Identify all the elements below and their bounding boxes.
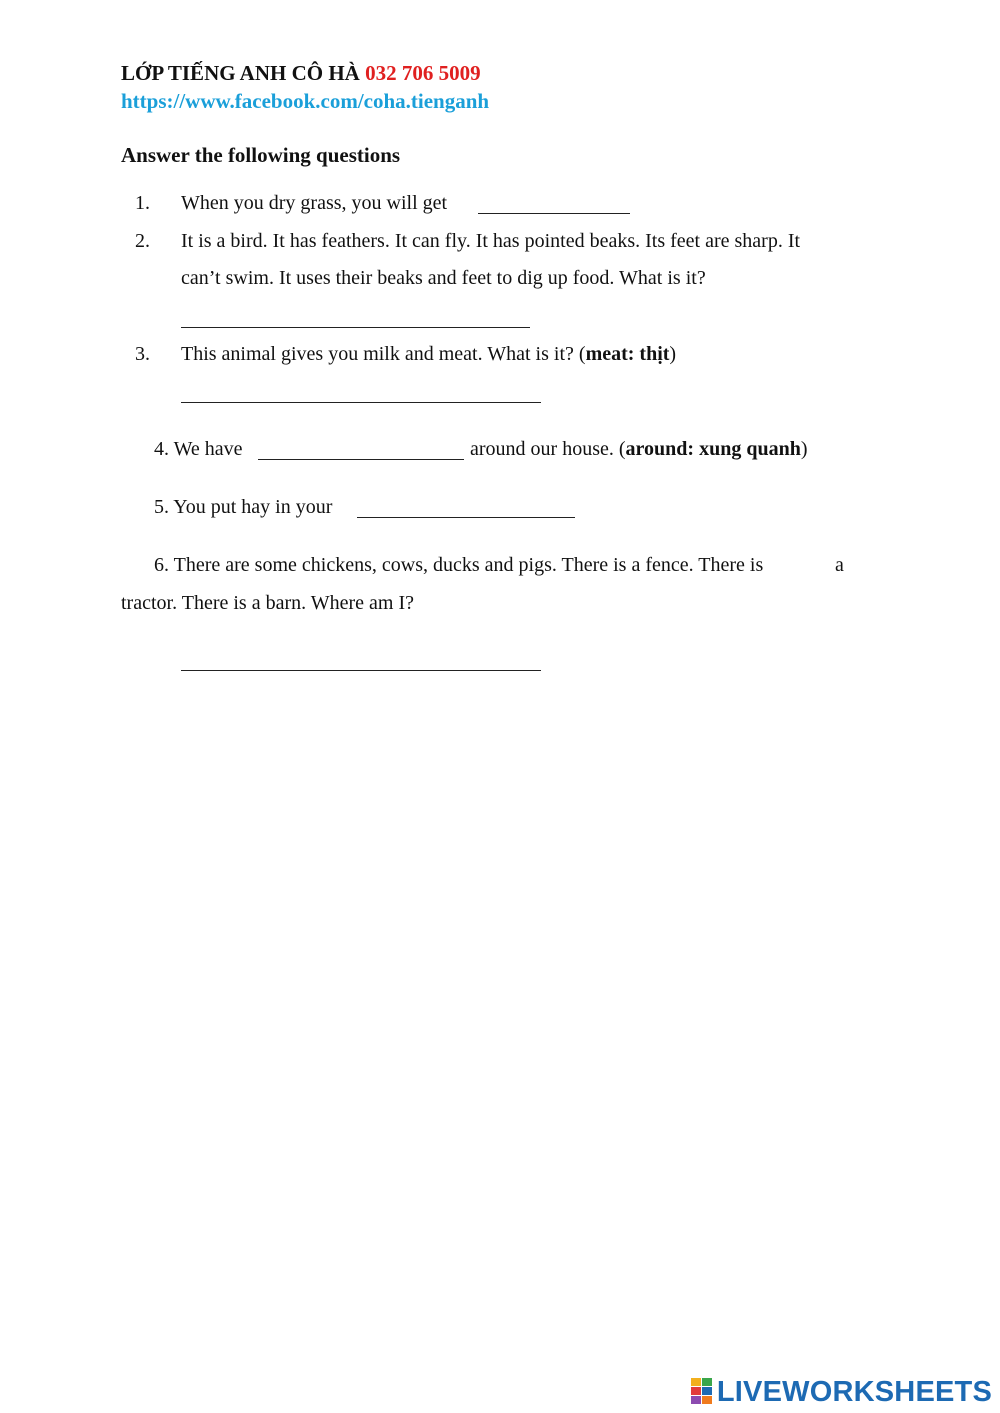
question-text-line-1: It is a bird. It has feathers. It can fly. It has pointed beaks. Its feet are sharp. It [181,230,801,252]
question-number: 4. [154,438,169,460]
question-number: 5. [154,496,169,518]
header-title [121,61,481,86]
liveworksheets-logo [691,1374,992,1410]
answer-blank-4[interactable] [258,459,464,460]
question-text-line-1: There are some chickens, cows, ducks and pigs. There is a fence. There is [173,554,764,576]
question-text: This animal gives you milk and meat. What is it? (meat: thịt) [181,343,677,365]
question-6-line-2: tractor. There is a barn. Where am I? [121,592,415,614]
question-4 [154,437,243,461]
question-5 [154,495,332,519]
brand-name: LIVEWORKSHEETS [716,1375,992,1408]
phone-number: 032 706 5009 [365,61,481,85]
liveworksheets-icon [691,1378,713,1406]
answer-blank-6[interactable] [181,670,541,671]
question-text-before: We have [173,438,243,460]
question-text: You put hay in your [173,496,333,518]
question-number: 1. [135,192,150,214]
vocab-gloss: around: xung quanh [625,438,801,460]
class-name: LỚP TIẾNG ANH CÔ HÀ [121,61,360,85]
instruction-heading: Answer the following questions [121,143,401,167]
question-number: 3. [135,343,150,365]
vocab-gloss: meat: thịt [585,343,670,365]
question-number: 2. [135,230,150,252]
question-6 [154,553,763,577]
question-text-line-2: can’t swim. It uses their beaks and feet to dig up food. What is it? [181,267,706,289]
answer-blank-3[interactable] [181,402,541,403]
answer-blank-2[interactable] [181,327,530,328]
facebook-link[interactable]: https://www.facebook.com/coha.tienganh [121,89,490,113]
answer-blank-5[interactable] [357,517,575,518]
question-number: 6. [154,554,169,576]
question-6-line-end: a [835,554,844,576]
question-text: When you dry grass, you will get [181,192,448,214]
question-4-continuation: around our house. (around: xung quanh) [470,438,808,460]
answer-blank-1[interactable] [478,213,630,214]
